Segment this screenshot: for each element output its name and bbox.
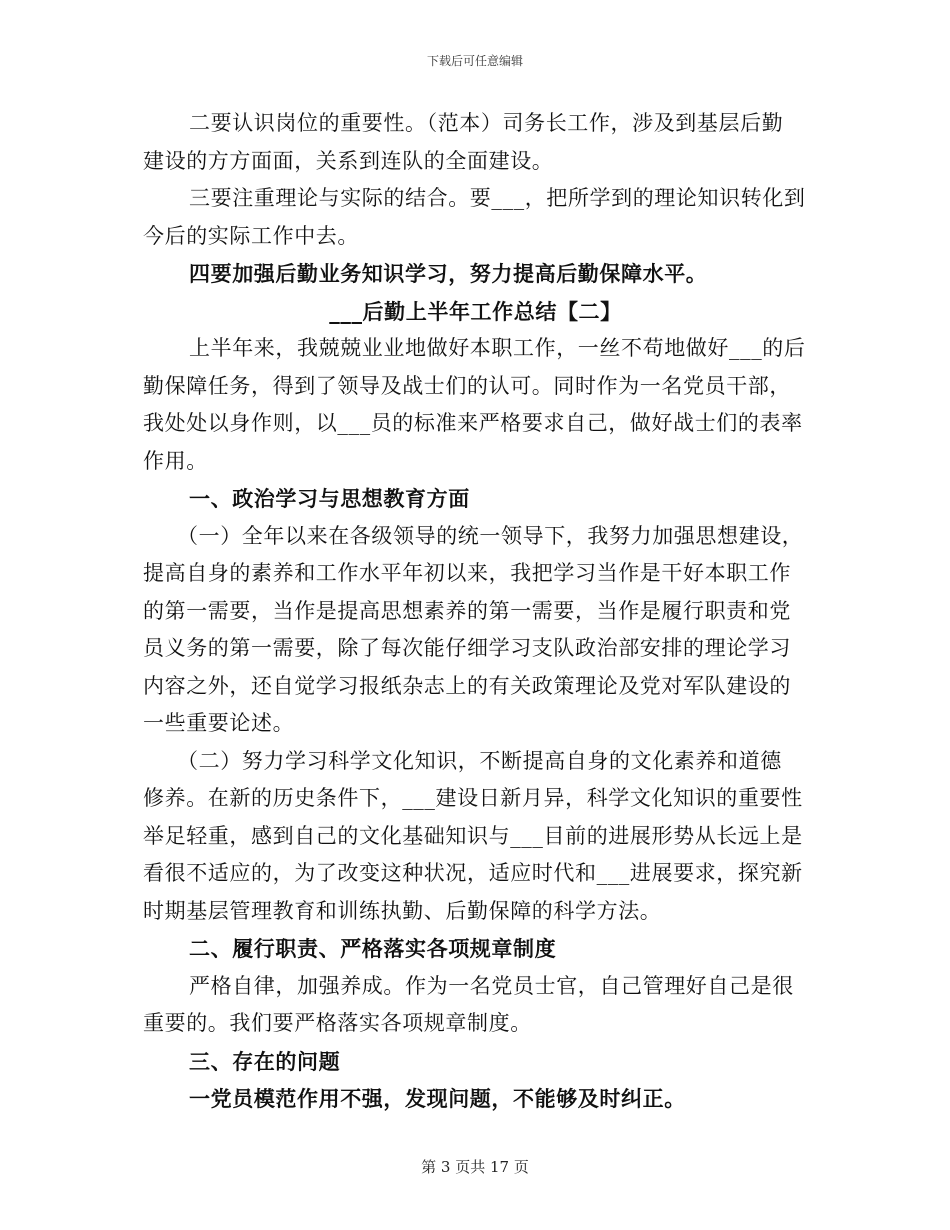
paragraph-line: 看很不适应的，为了改变这种状况，适应时代和___进展要求，探究新 — [143, 861, 803, 885]
heading-1: 一、政治学习与思想教育方面 — [189, 486, 470, 511]
paragraph-line: 上半年来，我兢兢业业地做好本职工作，一丝不苟地做好___的后 — [189, 336, 806, 360]
paragraph-line: 今后的实际工作中去。 — [143, 223, 359, 248]
document-body — [143, 105, 808, 1118]
paragraph-line: 我处处以身作则，以___员的标准来严格要求自己，做好战士们的表率 — [143, 411, 803, 435]
paragraph-line: 修养。在新的历史条件下，___建设日新月异，科学文化知识的重要性 — [143, 786, 803, 810]
paragraph-line: （二）努力学习科学文化知识，不断提高自身的文化素养和道德 — [177, 748, 782, 773]
paragraph-line: 举足轻重，感到自己的文化基础知识与___目前的进展形势从长远上是 — [143, 823, 803, 848]
section-title: ___后勤上半年工作总结【二】 — [329, 298, 622, 324]
paragraph-line: 三要注重理论与实际的结合。要___，把所学到的理论知识转化到 — [189, 186, 806, 210]
paragraph-line: （一）全年以来在各级领导的统一领导下，我努力加强思想建设， — [177, 523, 804, 548]
paragraph-line: 内容之外，还自觉学习报纸杂志上的有关政策理论及党对军队建设的 — [143, 673, 791, 698]
heading-2: 二、履行职责、严格落实各项规章制度 — [189, 936, 557, 961]
paragraph-line: 提高自身的素养和工作水平年初以来，我把学习当作是干好本职工作 — [143, 561, 791, 585]
paragraph-line: 重要的。我们要严格落实各项规章制度。 — [143, 1011, 532, 1035]
bold-statement: 一党员模范作用不强，发现问题，不能够及时纠正。 — [189, 1086, 686, 1111]
paragraph-line: 作用。 — [143, 448, 208, 473]
bold-statement: 四要加强后勤业务知识学习，努力提高后勤保障水平。 — [189, 261, 708, 286]
paragraph-line: 严格自律，加强养成。作为一名党员士官，自己管理好自己是很 — [189, 973, 794, 998]
paragraph-line: 员义务的第一需要，除了每次能仔细学习支队政治部安排的理论学习 — [143, 636, 791, 660]
paragraph-line: 建设的方方面面，关系到连队的全面建设。 — [143, 148, 554, 173]
paragraph-line: 一些重要论述。 — [143, 711, 295, 735]
page-header-note: 下载后可任意编辑 — [426, 54, 523, 68]
heading-3: 三、存在的问题 — [189, 1048, 341, 1074]
page-number: 第 3 页共 17 页 — [421, 1158, 529, 1176]
paragraph-line: 二要认识岗位的重要性。（范本）司务长工作，涉及到基层后勤 — [189, 111, 784, 135]
paragraph-line: 的第一需要，当作是提高思想素养的第一需要，当作是履行职责和党 — [143, 598, 791, 623]
paragraph-line: 时期基层管理教育和训练执勤、后勤保障的科学方法。 — [143, 898, 662, 923]
paragraph-line: 勤保障任务，得到了领导及战士们的认可。同时作为一名党员干部， — [143, 373, 791, 398]
